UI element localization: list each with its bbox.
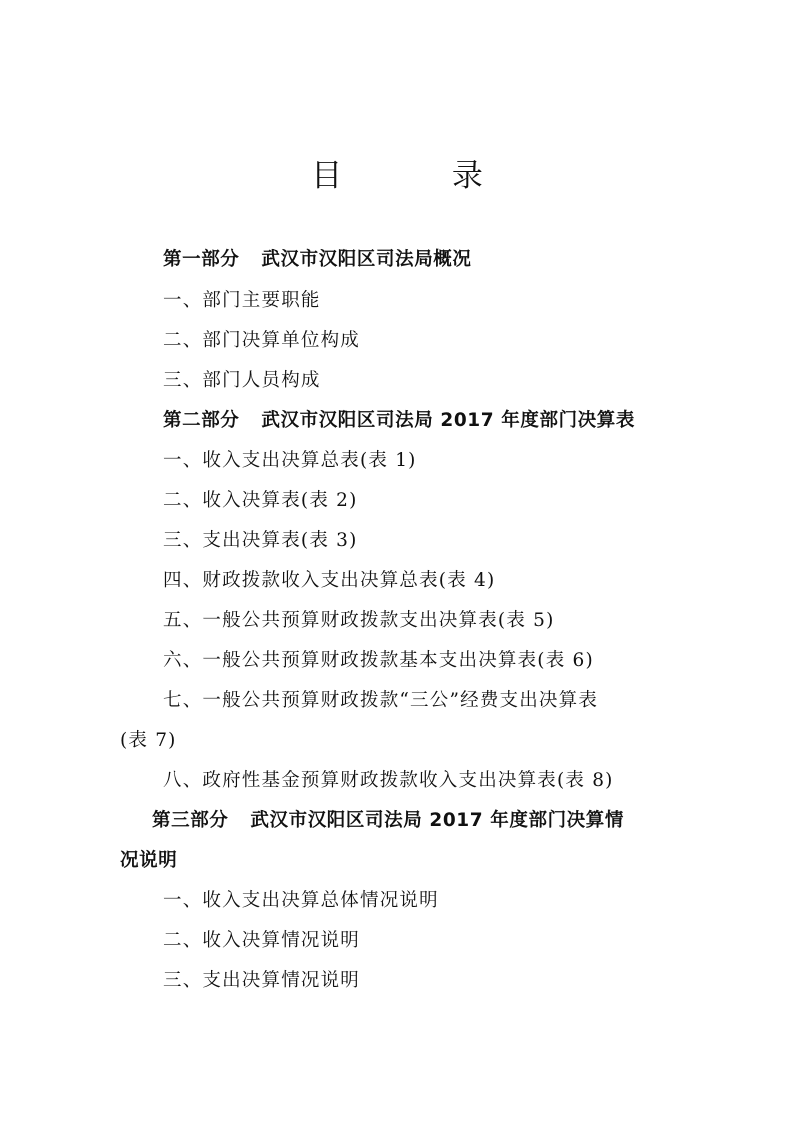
part-label: 第一部分 [163,249,240,270]
page-title: 目 录 [311,158,533,194]
toc-item: 三、部门人员构成 [163,370,321,391]
toc-item: 六、一般公共预算财政拨款基本支出决算表(表 6) [163,650,594,671]
toc-item: 一、收入支出决算总表(表 1) [163,450,417,471]
toc-item: 二、收入决算表(表 2) [163,490,358,511]
part-title: 武汉市汉阳区司法局 2017 年度部门决算表 [261,410,635,431]
toc-item: 一、收入支出决算总体情况说明 [163,890,439,911]
part-title: 武汉市汉阳区司法局 2017 年度部门决算情 [250,810,624,831]
toc-item: 三、支出决算情况说明 [163,970,361,991]
part-heading [163,407,635,435]
toc-item: 三、支出决算表(表 3) [163,530,358,551]
part-title-continuation: 况说明 [120,850,178,871]
part-title: 武汉市汉阳区司法局概况 [261,249,472,270]
part-label: 第三部分 [152,810,229,831]
part-label: 第二部分 [163,410,240,431]
toc-item: 二、收入决算情况说明 [163,930,361,951]
part-heading [163,246,472,274]
toc-item: 二、部门决算单位构成 [163,330,361,351]
toc-item: 八、政府性基金预算财政拨款收入支出决算表(表 8) [163,770,614,791]
toc-item: 五、一般公共预算财政拨款支出决算表(表 5) [163,610,555,631]
toc-item: 一、部门主要职能 [163,290,321,311]
part-heading [152,807,624,835]
toc-item: 四、财政拨款收入支出决算总表(表 4) [163,570,496,591]
toc-item-continuation: (表 7) [120,730,177,751]
toc-item: 七、一般公共预算财政拨款“三公”经费支出决算表 [163,690,599,711]
